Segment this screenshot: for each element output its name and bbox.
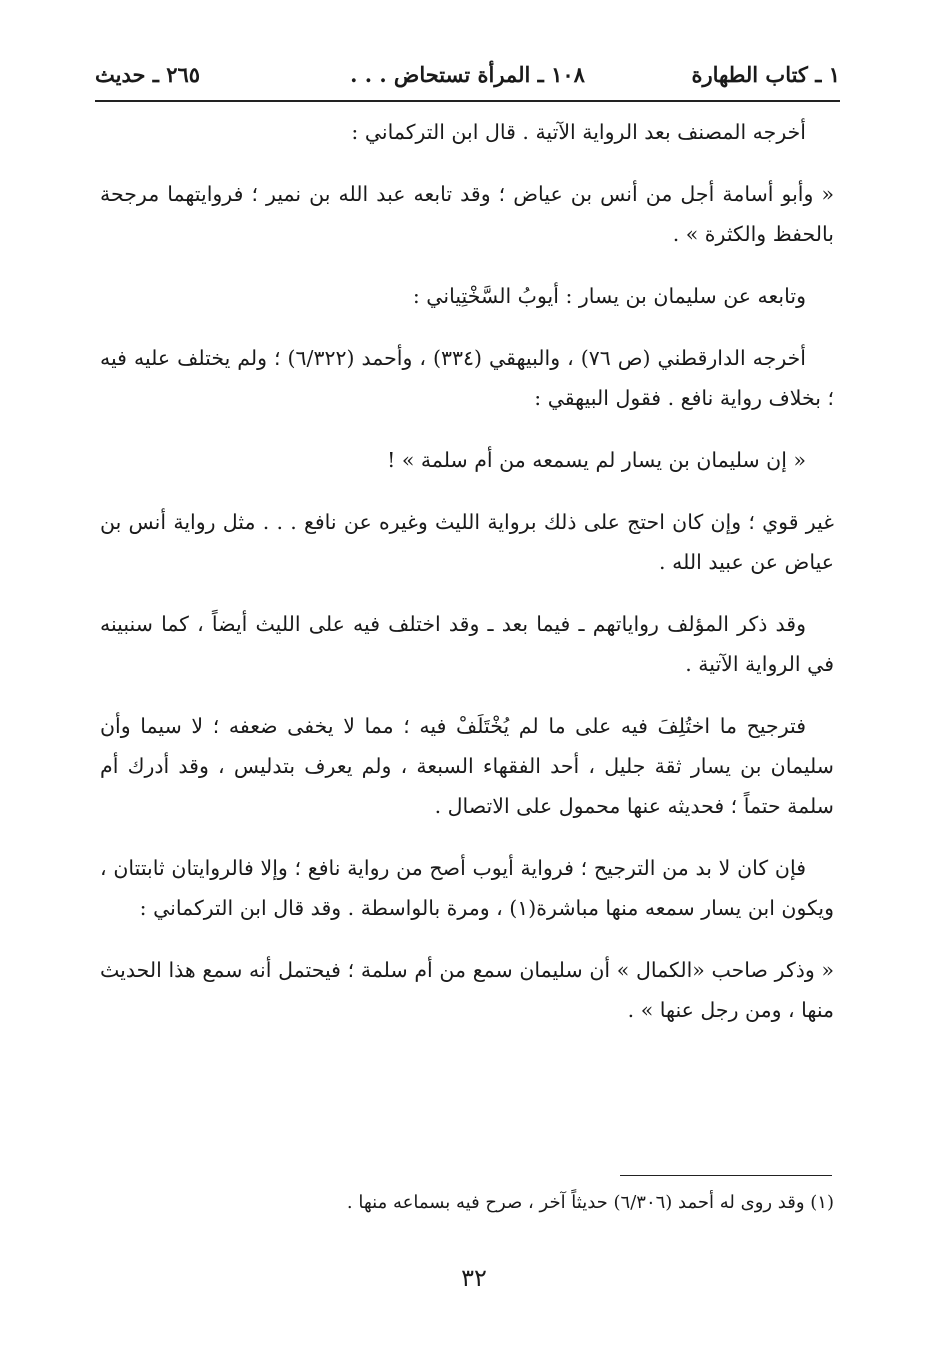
paragraph: فترجيح ما اختُلِفَ فيه على ما لم يُخْتَلَفْ فيه ؛ مما لا يخفى ضعفه ؛ لا سيما وأن سليمان بن يسار ثقة جليل ، أحد الفقهاء السبعة ، ولم يعرف بتدليس ، وقد أدرك أم سلمة حتماً ؛ فحديثه عنها محمول على الاتصال . (100, 714, 834, 818)
header-chapter-title: ١٠٨ ـ المرأة تستحاض . . . (350, 62, 585, 87)
footnote-divider (620, 1175, 832, 1176)
quote-paragraph: « وذكر صاحب «الكمال » أن سليمان سمع من أم سلمة ؛ فيحتمل أنه سمع هذا الحديث منها ، ومن رجل عنها » . (100, 958, 834, 1022)
paragraph: فإن كان لا بد من الترجيح ؛ فرواية أيوب أصح من رواية نافع ؛ وإلا فالروايتان ثابتتان ، ويكون ابن يسار سمعه منها مباشرة(١) ، ومرة بالواسطة . وقد قال ابن التركماني : (100, 856, 834, 920)
page-number: ٣٢ (461, 1264, 487, 1292)
paragraph: وتابعه عن سليمان بن يسار : أيوبُ السَّخْتِياني : (412, 284, 806, 308)
quote-paragraph: « إن سليمان بن يسار لم يسمعه من أم سلمة » ! (387, 448, 806, 472)
paragraph: أخرجه المصنف بعد الرواية الآتية . قال ابن التركماني : (351, 120, 806, 144)
running-header (95, 52, 840, 102)
paragraph: أخرجه الدارقطني (ص ٧٦) ، والبيهقي (٣٣٤) ، وأحمد (٦/٣٢٢) ؛ ولم يختلف عليه فيه ؛ بخلاف رواية نافع . فقول البيهقي : (100, 346, 834, 410)
header-hadith-number: ٢٦٥ ـ حديث (95, 62, 201, 87)
quote-paragraph: « وأبو أسامة أجل من أنس بن عياض ؛ وقد تابعه عبد الله بن نمير ؛ فروايتهما مرجحة بالحفظ والكثرة » . (100, 182, 834, 246)
footnote: (١) وقد روى له أحمد (٦/٣٠٦) حديثاً آخر ، صرح فيه بسماعه منها . (346, 1192, 834, 1213)
header-book-title: ١ ـ كتاب الطهارة (691, 62, 840, 87)
paragraph: وقد ذكر المؤلف رواياتهم ـ فيما بعد ـ وقد اختلف فيه على الليث أيضاً ، كما سنبينه في الرواية الآتية . (100, 612, 834, 676)
main-text (100, 112, 834, 1052)
paragraph: غير قوي ؛ وإن كان احتج على ذلك برواية الليث وغيره عن نافع . . . مثل رواية أنس بن عياض عن عبيد الله . (100, 510, 834, 574)
